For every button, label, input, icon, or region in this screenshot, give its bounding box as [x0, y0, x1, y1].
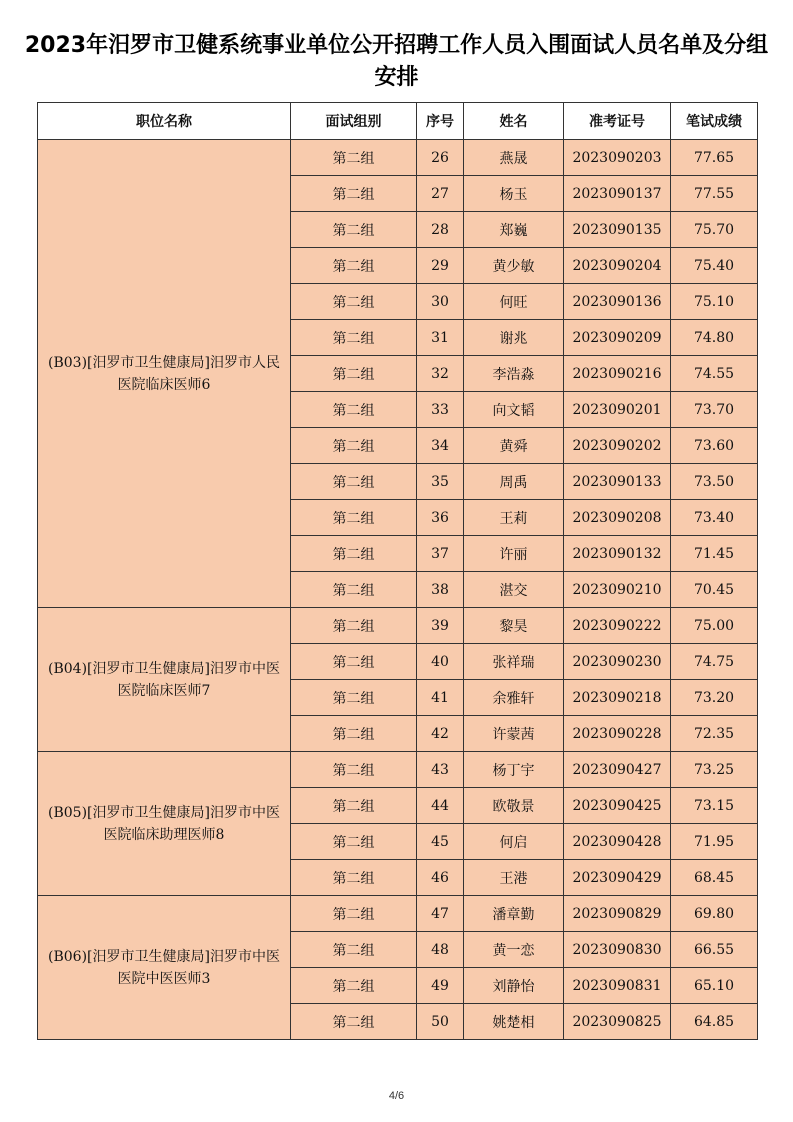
exam-id-cell: 2023090204	[564, 248, 671, 284]
interview-group-cell: 第二组	[291, 572, 417, 608]
score-cell: 73.20	[671, 680, 758, 716]
name-cell: 潘章勤	[464, 896, 564, 932]
exam-id-cell: 2023090830	[564, 932, 671, 968]
interview-group-cell: 第二组	[291, 608, 417, 644]
seq-cell: 39	[417, 608, 464, 644]
score-cell: 71.95	[671, 824, 758, 860]
name-cell: 余雅轩	[464, 680, 564, 716]
seq-cell: 32	[417, 356, 464, 392]
candidate-table	[37, 102, 758, 1040]
interview-group-cell: 第二组	[291, 644, 417, 680]
name-cell: 王莉	[464, 500, 564, 536]
interview-group-cell: 第二组	[291, 752, 417, 788]
header-position: 职位名称	[38, 103, 291, 140]
seq-cell: 30	[417, 284, 464, 320]
interview-group-cell: 第二组	[291, 392, 417, 428]
table-header-row	[38, 103, 758, 140]
name-cell: 谢兆	[464, 320, 564, 356]
seq-cell: 28	[417, 212, 464, 248]
seq-cell: 45	[417, 824, 464, 860]
exam-id-cell: 2023090222	[564, 608, 671, 644]
score-cell: 74.80	[671, 320, 758, 356]
seq-cell: 31	[417, 320, 464, 356]
position-cell: (B04)[汨罗市卫生健康局]汨罗市中医医院临床医师7	[38, 608, 291, 752]
name-cell: 燕晟	[464, 140, 564, 176]
interview-group-cell: 第二组	[291, 896, 417, 932]
header-group: 面试组别	[291, 103, 417, 140]
score-cell: 75.10	[671, 284, 758, 320]
page-number: 4/6	[388, 1090, 405, 1102]
header-seq: 序号	[417, 103, 464, 140]
name-cell: 杨玉	[464, 176, 564, 212]
exam-id-cell: 2023090201	[564, 392, 671, 428]
exam-id-cell: 2023090135	[564, 212, 671, 248]
score-cell: 68.45	[671, 860, 758, 896]
score-cell: 65.10	[671, 968, 758, 1004]
interview-group-cell: 第二组	[291, 500, 417, 536]
position-cell: (B03)[汨罗市卫生健康局]汨罗市人民医院临床医师6	[38, 140, 291, 608]
exam-id-cell: 2023090133	[564, 464, 671, 500]
name-cell: 黄一恋	[464, 932, 564, 968]
name-cell: 周禹	[464, 464, 564, 500]
table-row	[38, 140, 758, 176]
interview-group-cell: 第二组	[291, 248, 417, 284]
exam-id-cell: 2023090137	[564, 176, 671, 212]
header-score: 笔试成绩	[671, 103, 758, 140]
table-row	[38, 608, 758, 644]
name-cell: 姚楚相	[464, 1004, 564, 1040]
interview-group-cell: 第二组	[291, 824, 417, 860]
score-cell: 64.85	[671, 1004, 758, 1040]
seq-cell: 47	[417, 896, 464, 932]
exam-id-cell: 2023090427	[564, 752, 671, 788]
interview-group-cell: 第二组	[291, 1004, 417, 1040]
exam-id-cell: 2023090132	[564, 536, 671, 572]
seq-cell: 34	[417, 428, 464, 464]
exam-id-cell: 2023090202	[564, 428, 671, 464]
name-cell: 许丽	[464, 536, 564, 572]
interview-group-cell: 第二组	[291, 212, 417, 248]
name-cell: 杨丁宇	[464, 752, 564, 788]
score-cell: 66.55	[671, 932, 758, 968]
name-cell: 王港	[464, 860, 564, 896]
seq-cell: 36	[417, 500, 464, 536]
seq-cell: 33	[417, 392, 464, 428]
exam-id-cell: 2023090428	[564, 824, 671, 860]
score-cell: 72.35	[671, 716, 758, 752]
score-cell: 73.70	[671, 392, 758, 428]
interview-group-cell: 第二组	[291, 968, 417, 1004]
seq-cell: 41	[417, 680, 464, 716]
exam-id-cell: 2023090829	[564, 896, 671, 932]
interview-group-cell: 第二组	[291, 140, 417, 176]
header-exam-id: 准考证号	[564, 103, 671, 140]
seq-cell: 43	[417, 752, 464, 788]
interview-group-cell: 第二组	[291, 716, 417, 752]
document-title: 2023年汨罗市卫健系统事业单位公开招聘工作人员入围面试人员名单及分组安排	[24, 33, 769, 90]
score-cell: 73.15	[671, 788, 758, 824]
seq-cell: 40	[417, 644, 464, 680]
seq-cell: 50	[417, 1004, 464, 1040]
name-cell: 刘静怡	[464, 968, 564, 1004]
table-row	[38, 896, 758, 932]
exam-id-cell: 2023090825	[564, 1004, 671, 1040]
seq-cell: 26	[417, 140, 464, 176]
interview-group-cell: 第二组	[291, 932, 417, 968]
position-cell: (B06)[汨罗市卫生健康局]汨罗市中医医院中医医师3	[38, 896, 291, 1040]
exam-id-cell: 2023090136	[564, 284, 671, 320]
name-cell: 张祥瑞	[464, 644, 564, 680]
score-cell: 70.45	[671, 572, 758, 608]
interview-group-cell: 第二组	[291, 788, 417, 824]
name-cell: 何旺	[464, 284, 564, 320]
table-row	[38, 752, 758, 788]
interview-group-cell: 第二组	[291, 176, 417, 212]
seq-cell: 42	[417, 716, 464, 752]
score-cell: 73.50	[671, 464, 758, 500]
score-cell: 75.70	[671, 212, 758, 248]
exam-id-cell: 2023090228	[564, 716, 671, 752]
position-cell: (B05)[汨罗市卫生健康局]汨罗市中医医院临床助理医师8	[38, 752, 291, 896]
seq-cell: 48	[417, 932, 464, 968]
name-cell: 李浩淼	[464, 356, 564, 392]
interview-group-cell: 第二组	[291, 428, 417, 464]
name-cell: 许蒙茜	[464, 716, 564, 752]
interview-group-cell: 第二组	[291, 536, 417, 572]
name-cell: 郑巍	[464, 212, 564, 248]
score-cell: 77.55	[671, 176, 758, 212]
name-cell: 黄少敏	[464, 248, 564, 284]
exam-id-cell: 2023090216	[564, 356, 671, 392]
exam-id-cell: 2023090209	[564, 320, 671, 356]
score-cell: 75.00	[671, 608, 758, 644]
interview-group-cell: 第二组	[291, 464, 417, 500]
exam-id-cell: 2023090218	[564, 680, 671, 716]
score-cell: 74.55	[671, 356, 758, 392]
score-cell: 75.40	[671, 248, 758, 284]
name-cell: 黄舜	[464, 428, 564, 464]
table-body	[38, 140, 758, 1040]
seq-cell: 35	[417, 464, 464, 500]
exam-id-cell: 2023090203	[564, 140, 671, 176]
score-cell: 77.65	[671, 140, 758, 176]
interview-group-cell: 第二组	[291, 680, 417, 716]
exam-id-cell: 2023090425	[564, 788, 671, 824]
seq-cell: 44	[417, 788, 464, 824]
header-name: 姓名	[464, 103, 564, 140]
score-cell: 74.75	[671, 644, 758, 680]
exam-id-cell: 2023090208	[564, 500, 671, 536]
score-cell: 69.80	[671, 896, 758, 932]
seq-cell: 27	[417, 176, 464, 212]
exam-id-cell: 2023090230	[564, 644, 671, 680]
exam-id-cell: 2023090831	[564, 968, 671, 1004]
name-cell: 黎昊	[464, 608, 564, 644]
name-cell: 欧敬景	[464, 788, 564, 824]
seq-cell: 29	[417, 248, 464, 284]
seq-cell: 38	[417, 572, 464, 608]
interview-group-cell: 第二组	[291, 860, 417, 896]
name-cell: 向文韬	[464, 392, 564, 428]
seq-cell: 46	[417, 860, 464, 896]
interview-group-cell: 第二组	[291, 284, 417, 320]
score-cell: 71.45	[671, 536, 758, 572]
score-cell: 73.25	[671, 752, 758, 788]
name-cell: 何启	[464, 824, 564, 860]
score-cell: 73.60	[671, 428, 758, 464]
interview-group-cell: 第二组	[291, 320, 417, 356]
interview-group-cell: 第二组	[291, 356, 417, 392]
name-cell: 湛交	[464, 572, 564, 608]
exam-id-cell: 2023090210	[564, 572, 671, 608]
seq-cell: 37	[417, 536, 464, 572]
seq-cell: 49	[417, 968, 464, 1004]
score-cell: 73.40	[671, 500, 758, 536]
exam-id-cell: 2023090429	[564, 860, 671, 896]
